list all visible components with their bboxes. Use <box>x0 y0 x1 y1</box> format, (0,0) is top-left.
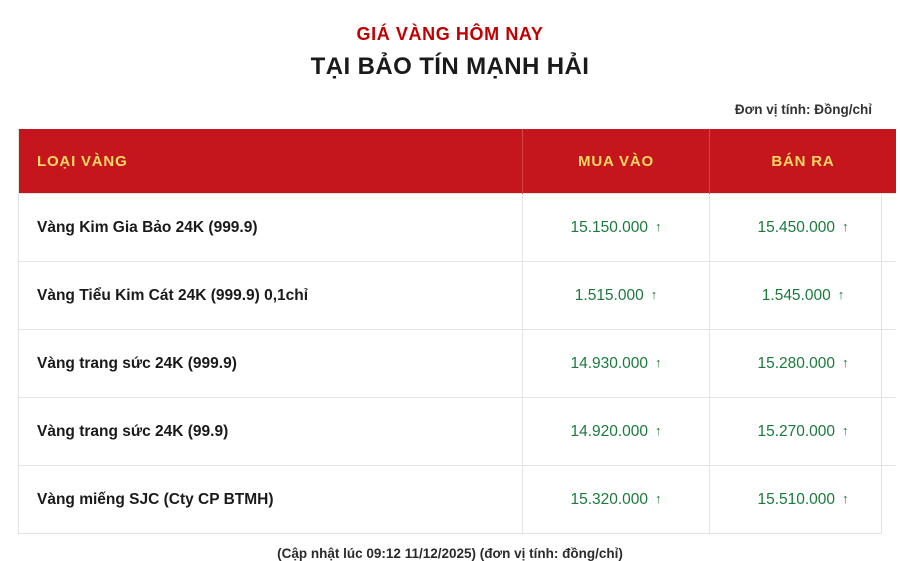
trend-up-icon: ↑ <box>842 422 849 438</box>
buy-price-value: 1.515.000 <box>574 286 644 304</box>
trend-up-icon: ↑ <box>655 490 662 506</box>
cell-buy-price <box>523 194 710 262</box>
buy-price-value: 14.920.000 <box>570 422 649 440</box>
cell-sell-price <box>710 466 897 534</box>
cell-sell-price <box>710 398 897 466</box>
sell-price-value: 1.545.000 <box>761 286 831 304</box>
cell-buy-price <box>523 466 710 534</box>
trend-up-icon: ↑ <box>837 286 845 302</box>
cell-buy-price <box>523 330 710 398</box>
table-row <box>19 262 896 330</box>
cell-gold-type: Vàng Kim Gia Bảo 24K (999.9) <box>19 194 523 262</box>
update-timestamp: (Cập nhật lúc 09:12 11/12/2025) (đơn vị tính: đồng/chỉ) <box>277 546 623 561</box>
table-row <box>19 398 896 466</box>
table-header-row <box>19 129 896 194</box>
cell-gold-type: Vàng miếng SJC (Cty CP BTMH) <box>19 466 523 534</box>
sell-price-value: 15.450.000 <box>757 218 836 236</box>
table-row <box>19 466 896 534</box>
cell-sell-price <box>710 194 897 262</box>
trend-up-icon: ↑ <box>655 422 662 438</box>
trend-up-icon: ↑ <box>842 354 849 370</box>
trend-up-icon: ↑ <box>842 490 849 506</box>
cell-gold-type: Vàng trang sức 24K (99.9) <box>19 398 523 466</box>
price-table <box>19 129 896 533</box>
price-table-body <box>19 194 896 534</box>
price-table-head <box>19 129 896 194</box>
sell-price-value: 15.270.000 <box>757 422 836 440</box>
sell-price-value: 15.280.000 <box>757 354 836 372</box>
column-header-type: LOẠI VÀNG <box>19 129 523 194</box>
page-title-primary: GIÁ VÀNG HÔM NAY <box>356 24 544 44</box>
page-title-secondary: TẠI BẢO TÍN MẠNH HẢI <box>310 53 590 80</box>
buy-price-value: 15.150.000 <box>570 218 649 236</box>
cell-sell-price <box>710 330 897 398</box>
page-header <box>18 0 882 84</box>
cell-gold-type: Vàng trang sức 24K (999.9) <box>19 330 523 398</box>
column-header-sell: BÁN RA <box>710 129 897 194</box>
table-row <box>19 194 896 262</box>
cell-gold-type: Vàng Tiểu Kim Cát 24K (999.9) 0,1chỉ <box>19 262 523 330</box>
buy-price-value: 15.320.000 <box>570 490 649 508</box>
price-table-container <box>18 129 882 534</box>
sell-price-value: 15.510.000 <box>757 490 836 508</box>
trend-up-icon: ↑ <box>655 218 662 234</box>
cell-sell-price <box>710 262 897 330</box>
trend-up-icon: ↑ <box>655 354 662 370</box>
trend-up-icon: ↑ <box>650 286 658 302</box>
cell-buy-price <box>523 262 710 330</box>
cell-buy-price <box>523 398 710 466</box>
table-row <box>19 330 896 398</box>
unit-note: Đơn vị tính: Đồng/chỉ <box>734 102 872 117</box>
buy-price-value: 14.930.000 <box>570 354 649 372</box>
trend-up-icon: ↑ <box>842 218 849 234</box>
column-header-buy: MUA VÀO <box>523 129 710 194</box>
